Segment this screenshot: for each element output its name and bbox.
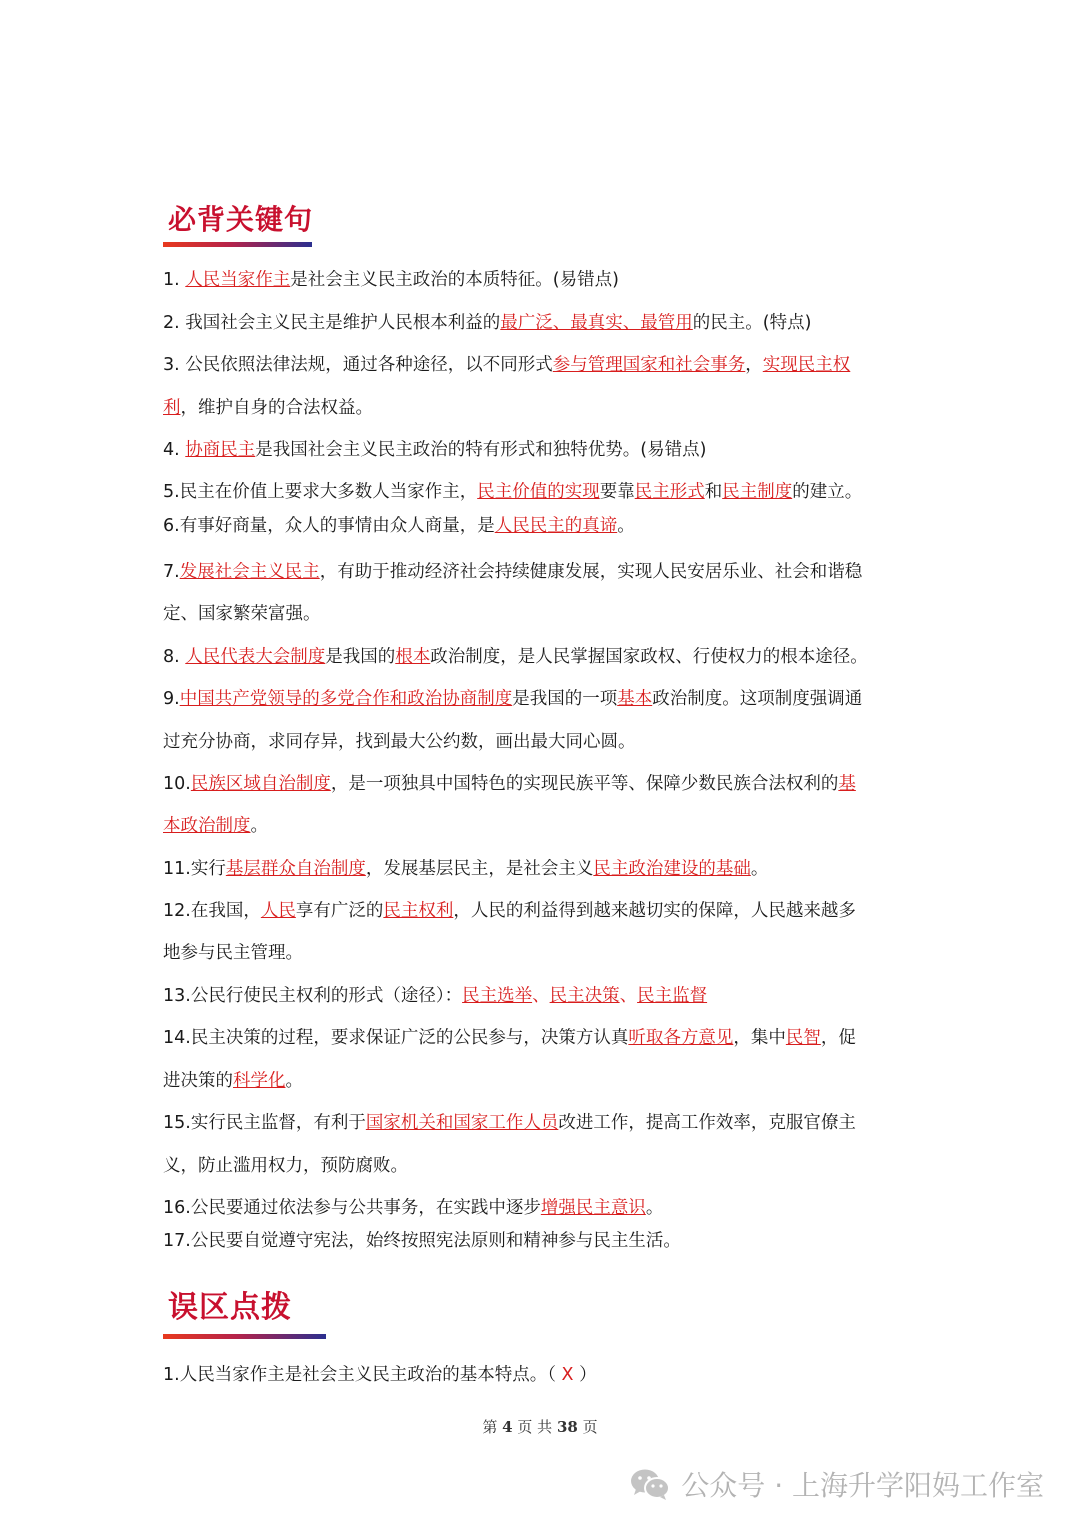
list-item-10: 10.民族区域自治制度，是一项独具中国特色的实现民族平等、保障少数民族合法权利的基	[163, 774, 856, 794]
title-underline-bar	[163, 1334, 326, 1339]
list-item-14: 14.民主决策的过程，要求保证广泛的公民参与，决策方认真听取各方意见，集中民智，促	[163, 1028, 856, 1048]
list-item-3: 3. 公民依照法律法规，通过各种途径，以不同形式参与管理国家和社会事务，实现民主权	[163, 355, 851, 375]
section-title-misconceptions: 误区点拨	[168, 1290, 292, 1325]
list-item-2: 2. 我国社会主义民主是维护人民根本利益的最广泛、最真实、最管用的民主。(特点)	[163, 313, 812, 333]
list-item-10-cont: 本政治制度。	[163, 816, 268, 836]
list-item-8: 8. 人民代表大会制度是我国的根本政治制度，是人民掌握国家政权、行使权力的根本途径。	[163, 647, 868, 667]
list-item-17: 17.公民要自觉遵守宪法，始终按照宪法原则和精神参与民主生活。	[163, 1231, 681, 1251]
list-item-9: 9.中国共产党领导的多党合作和政治协商制度是我国的一项基本政治制度。这项制度强调通	[163, 689, 863, 709]
list-item-9-cont: 过充分协商，求同存异，找到最大公约数，画出最大同心圆。	[163, 732, 636, 752]
wechat-icon	[629, 1467, 671, 1501]
list-item-16: 16.公民要通过依法参与公共事务，在实践中逐步增强民主意识。	[163, 1198, 664, 1218]
list-item-15: 15.实行民主监督，有利于国家机关和国家工作人员改进工作，提高工作效率，克服官僚主	[163, 1113, 856, 1133]
list-item-13: 13.公民行使民主权利的形式（途径）：民主选举、民主决策、民主监督	[163, 986, 708, 1006]
title-underline-bar	[163, 242, 312, 247]
list-item-6: 6.有事好商量，众人的事情由众人商量，是人民民主的真谛。	[163, 516, 635, 536]
list-item-11: 11.实行基层群众自治制度，发展基层民主，是社会主义民主政治建设的基础。	[163, 859, 769, 879]
list-item-7: 7.发展社会主义民主，有助于推动经济社会持续健康发展，实现人民安居乐业、社会和谐稳	[163, 562, 863, 582]
page-number: 第 4 页 共 38 页	[482, 1418, 598, 1436]
list-item-12: 12.在我国，人民享有广泛的民主权利，人民的利益得到越来越切实的保障，人民越来越多	[163, 901, 856, 921]
list-item-1: 1. 人民当家作主是社会主义民主政治的本质特征。(易错点)	[163, 270, 619, 290]
list-item-7-cont: 定、国家繁荣富强。	[163, 604, 321, 624]
section-title-key-sentences: 必背关键句	[168, 203, 314, 236]
list-item-3-cont: 利，维护自身的合法权益。	[163, 398, 373, 418]
misconception-item-1: 1.人民当家作主是社会主义民主政治的基本特点。（ X ）	[163, 1365, 597, 1385]
watermark	[629, 1464, 1044, 1504]
list-item-14-cont: 进决策的科学化。	[163, 1071, 303, 1091]
list-item-15-cont: 义，防止滥用权力，预防腐败。	[163, 1156, 408, 1176]
list-item-12-cont: 地参与民主管理。	[163, 943, 303, 963]
list-item-4: 4. 协商民主是我国社会主义民主政治的特有形式和独特优势。(易错点)	[163, 440, 707, 460]
watermark-text: 公众号 · 上海升学阳妈工作室	[681, 1469, 1044, 1502]
list-item-5: 5.民主在价值上要求大多数人当家作主，民主价值的实现要靠民主形式和民主制度的建立。	[163, 482, 863, 502]
